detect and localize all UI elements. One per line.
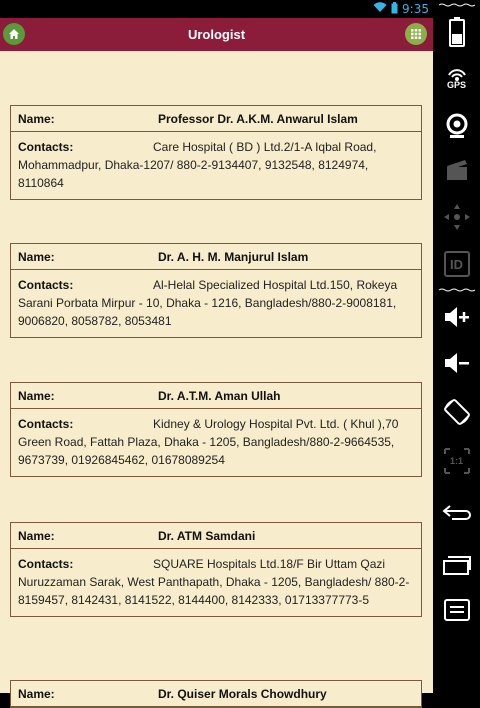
volume-up-icon — [444, 306, 470, 328]
menu-icon — [444, 599, 470, 621]
recent-apps-icon — [442, 555, 472, 575]
doctor-name: Dr. ATM Samdani — [158, 528, 256, 543]
name-label: Name: — [18, 686, 55, 701]
name-label: Name: — [18, 388, 55, 403]
id-icon — [444, 251, 470, 277]
contacts-row — [11, 409, 421, 476]
name-label: Name: — [18, 111, 55, 126]
status-bar — [0, 0, 433, 18]
home-icon — [8, 28, 20, 40]
contacts-row — [11, 270, 421, 337]
list-item[interactable] — [10, 243, 422, 338]
wifi-icon — [373, 2, 387, 16]
list-item[interactable] — [10, 105, 422, 200]
camera-icon — [445, 113, 469, 139]
doctor-contacts: Al-Helal Specialized Hospital Ltd.150, Rokeya Sarani Porbata Mirpur - 10, Dhaka - 1216, Bangladesh/880-2-9008181, 9006820, 8058782, 8053481 — [18, 278, 398, 328]
menu-grid-button[interactable] — [405, 23, 427, 45]
battery-status-icon — [391, 2, 398, 17]
id-label: ID — [450, 256, 463, 272]
emulator-side-bar — [433, 0, 480, 693]
rotate-icon — [442, 397, 472, 427]
contacts-row — [11, 549, 421, 616]
dpad-button[interactable] — [433, 192, 480, 242]
clapper-icon — [445, 159, 469, 181]
doctor-contacts: Kidney & Urology Hospital Pvt. Ltd. ( Khul ),70 Green Road, Fattah Plaza, Dhaka - 1205, Bangladesh/880-2-9664535, 9673739, 01926845462, 01678089254 — [18, 417, 399, 467]
app-bar — [0, 18, 433, 51]
scale-label: 1:1 — [449, 456, 463, 466]
doctor-contacts: Care Hospital ( BD ) Ltd.2/1-A Iqbal Road, Mohammadpur, Dhaka-1207/ 880-2-9134407, 9132548, 8124974, 8110864 — [18, 140, 377, 190]
id-button[interactable] — [433, 242, 480, 286]
list-item[interactable] — [10, 382, 422, 477]
gps-label: GPS — [446, 80, 466, 90]
dpad-icon — [442, 202, 472, 232]
back-icon — [442, 502, 472, 522]
list-item[interactable] — [10, 680, 422, 708]
signal-dots — [433, 0, 480, 10]
grid-icon — [410, 28, 422, 40]
doctor-name: Dr. Quiser Morals Chowdhury — [158, 686, 327, 701]
recent-apps-button[interactable] — [433, 540, 480, 590]
name-label: Name: — [18, 528, 55, 543]
gps-button[interactable] — [433, 54, 480, 104]
doctor-list[interactable] — [0, 51, 433, 701]
doctor-name: Dr. A.T.M. Aman Ullah — [158, 388, 281, 403]
volume-down-icon — [444, 352, 470, 374]
scale-button[interactable] — [433, 438, 480, 484]
name-row — [11, 244, 421, 270]
volume-down-button[interactable] — [433, 340, 480, 386]
doctor-contacts: SQUARE Hospitals Ltd.18/F Bir Uttam Qazi Nuruzzaman Sarak, West Panthapath, Dhaka - 1205, Bangladesh/ 880-2-8159457, 8142431, 8141522, 8144400, 8142333, 01713377773-5 — [18, 557, 410, 607]
contacts-label: Contacts: — [18, 140, 74, 154]
contacts-row — [11, 132, 421, 199]
signal-dots-2 — [433, 286, 480, 294]
volume-up-button[interactable] — [433, 294, 480, 340]
name-row — [11, 681, 421, 707]
doctor-name: Professor Dr. A.K.M. Anwarul Islam — [158, 111, 358, 126]
name-row — [11, 383, 421, 409]
clapper-button[interactable] — [433, 148, 480, 192]
battery-icon[interactable] — [433, 10, 480, 54]
name-row — [11, 523, 421, 549]
contacts-label: Contacts: — [18, 557, 74, 571]
contacts-label: Contacts: — [18, 417, 74, 431]
home-button[interactable] — [3, 23, 25, 45]
menu-button[interactable] — [433, 590, 480, 630]
status-time: 9:35 — [402, 2, 429, 16]
back-button[interactable] — [433, 484, 480, 540]
camera-button[interactable] — [433, 104, 480, 148]
page-title: Urologist — [187, 27, 246, 42]
rotate-button[interactable] — [433, 386, 480, 438]
list-item[interactable] — [10, 522, 422, 617]
contacts-label: Contacts: — [18, 278, 74, 292]
name-label: Name: — [18, 249, 55, 264]
doctor-name: Dr. A. H. M. Manjurul Islam — [158, 249, 309, 264]
name-row — [11, 106, 421, 132]
